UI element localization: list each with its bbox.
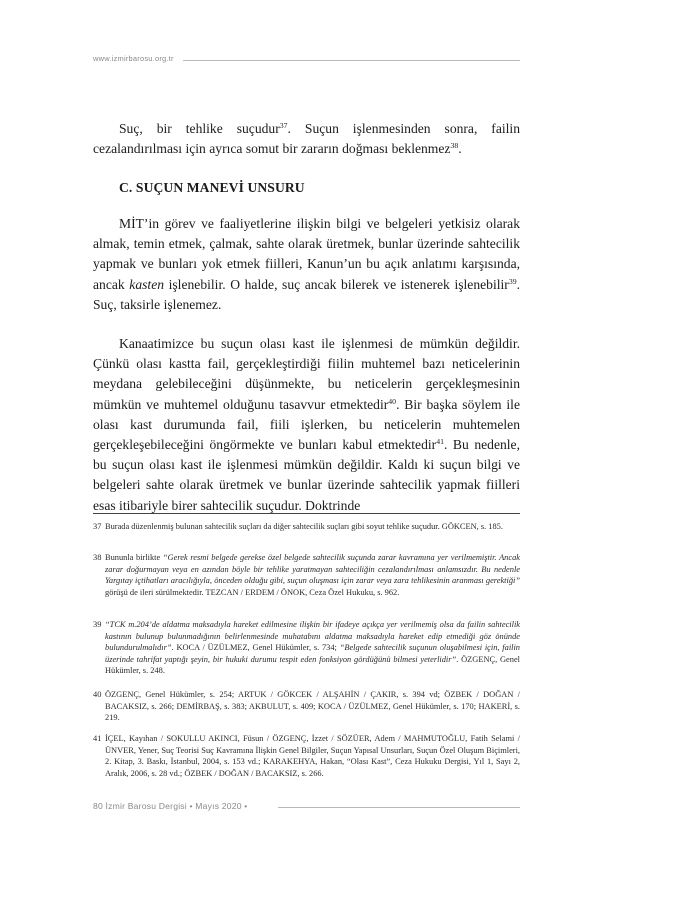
header-url[interactable]: www.izmirbarosu.org.tr xyxy=(93,54,174,63)
page-header xyxy=(93,54,520,66)
footnote-text xyxy=(105,552,520,598)
footnote-text: İÇEL, Kayıhan / SOKULLU AKINCI, Füsun / ÖZGENÇ, İzzet / SÖZÜER, Adem / MAHMUTOĞLU, Fatih Selami / ÜNVER, Yener, Suç Teorisi Suç Kavramına İlişkin Genel Bilgiler, Suçun Yapısal Unsurları, Suçun Özel Oluşum Biçimleri, 2. Kitap, 3. Baskı, İstanbul, 2004, s. 153 vd.; KARAKEHYA, Hakan, “Olası Kast”, Ceza Hukuku Dergisi, Yıl 1, Sayı 2, Aralık, 2006, s. 28 vd.; ÖZBEK / DOĞAN / BACAKSIZ, s. 266. xyxy=(105,734,520,778)
footnote-ref-39[interactable]: 39 xyxy=(508,276,517,286)
paragraph-2-text-b: işlenebilir. O halde, suç ancak bilerek ve istenerek işlenebilir xyxy=(164,276,509,292)
footer-text: 80 İzmir Barosu Dergisi • Mayıs 2020 • xyxy=(93,801,248,811)
footnote-ref-37[interactable]: 37 xyxy=(279,121,288,130)
footnote-number: 41 xyxy=(93,734,102,743)
header-rule xyxy=(183,60,520,61)
footnote-ref-38[interactable]: 38 xyxy=(450,141,459,151)
page-footer xyxy=(93,801,520,815)
paragraph-1 xyxy=(93,119,520,159)
paragraph-1-text-b: . Suçun işlenmesinden sonra, failin cezalandırılması için ayrıca somut bir zararın doğması beklenmez xyxy=(93,121,520,157)
footnote-tail: görüşü de ileri sürülmektedir. TEZCAN / ERDEM / ÖNOK, Ceza Özel Hukuku, s. 962. xyxy=(105,587,400,597)
footnote-number: 40 xyxy=(93,690,102,699)
footnote-text: ÖZGENÇ, Genel Hükümler, s. 254; ARTUK / GÖKCEK / ALŞAHİN / ÇAKIR, s. 394 vd; ÖZBEK / DOĞAN / BACAKSIZ, s. 266; DEMİRBAŞ, s. 383; AKBULUT, s. 409; KOCA / ÜZÜLMEZ, Genel Hükümler, s. 170; HAKERİ, s. 219. xyxy=(105,690,520,722)
paragraph-1-text-c: . xyxy=(458,141,462,157)
paragraph-3-text-b: . Bir başka söylem ile olası kast durumunda fail, fiili işlerken, bu neticelerin muhtemelen gerçekleşebileceğini öngörmekte ve bunları kabul etmektedir xyxy=(93,396,520,453)
footnote-number: 37 xyxy=(93,522,102,531)
footnote-quote: “Gerek resmi belgede gerekse özel belgede sahtecilik suçunda zarar kavramına yer verilmemiştir. Ancak zarar doğurmayan veya en azından böyle bir tehlike yaratmayan sahteciliğin cezalandırılması anlamsızdır. Bu nedenle Yargıtay içtihatları aracılığıyla, önceden olduğu gibi, suçun oluşması için zarar veya zara tehlikesinin aranması gerektiği” xyxy=(105,553,520,585)
paragraph-1-text-a: Suç, bir tehlike suçudur xyxy=(119,121,280,136)
paragraph-2 xyxy=(93,214,520,315)
footnote-text: Burada düzenlenmiş bulunan sahtecilik suçları da diğer sahtecilik suçları gibi soyut tehlike suçudur. GÖKCEN, s. 185. xyxy=(105,522,503,531)
footnote-separator xyxy=(93,513,520,514)
paragraph-3 xyxy=(93,334,520,516)
paragraph-2-text-a: MİT’in görev ve faaliyetlerine ilişkin bilgi ve belgeleri yetkisiz olarak almak, temin etmek, çalmak, sahte olarak üretmek, bunlar üzerinde sahtecilik yapmak ve bunları yok etmek fiilleri, Kanun’un bu açık anlatımı karşısında, ancak xyxy=(93,216,520,292)
section-heading: C. SUÇUN MANEVİ UNSURU xyxy=(119,180,305,195)
paragraph-3-text-a: Kanaatimizce bu suçun olası kast ile işlenmesi de mümkün değildir. Çünkü olası kastta fail, gerçekleştirdiği fiilin muhtemel bazı neticelerinin meydana gelebileceğini düşünmekte, bu neticelerin gerçekleşmesinin mümkün ve muhtemel olduğunu tasavvur etmektedir xyxy=(93,336,520,412)
footnote-tail: . ÖZGENÇ, Genel Hükümler, s. 248. xyxy=(105,654,520,675)
paragraph-3-text-c: . Bu nedenle, bu suçun olası kast ile işlenmesi mümkün değildir. Kaldı ki suçun bilgi ve belgeleri sahte olarak üretmek ve bunlar üzerinde sahtecilik yapmak fiilleri esas itibariyle birer sahtecilik suçudur. Doktrinde xyxy=(93,437,520,513)
footnote-number: 39 xyxy=(93,620,102,629)
footnote-ref-40[interactable]: 40 xyxy=(388,396,397,406)
paragraph-2-text-c: . Suç, taksirle işlenemez. xyxy=(93,276,521,312)
footer-rule xyxy=(278,807,520,808)
paragraph-2-emphasis: kasten xyxy=(129,276,165,292)
footnote-ref-41[interactable]: 41 xyxy=(436,437,444,447)
footnote-mid: . KOCA / ÜZÜLMEZ, Genel Hükümler, s. 734; xyxy=(171,643,340,652)
footnote-text xyxy=(105,619,520,677)
footnote-number: 38 xyxy=(93,553,102,562)
footnote-lead: Bununla birlikte xyxy=(105,553,163,562)
footnote-quote-2: “Belgede sahtecilik suçunun oluşabilmesi için, failin üzerinde tahrifat yaptığı şeyin, bir hukuki durumu tespit eden fonksiyon gördüğünü bilmesi yeterlidir” xyxy=(105,643,520,664)
footnote-quote: “TCK m.204’de aldatma maksadıyla hareket edilmesine ilişkin bir ifadeye açıkça yer verilmemiş olsa da failin sahtecilik kastının bulunup bulunmadığının belirlenmesinde muhatabını aldatma maksadıyla hareket edip etmediği göz önünde bulundurulmalıdır” xyxy=(105,620,520,652)
